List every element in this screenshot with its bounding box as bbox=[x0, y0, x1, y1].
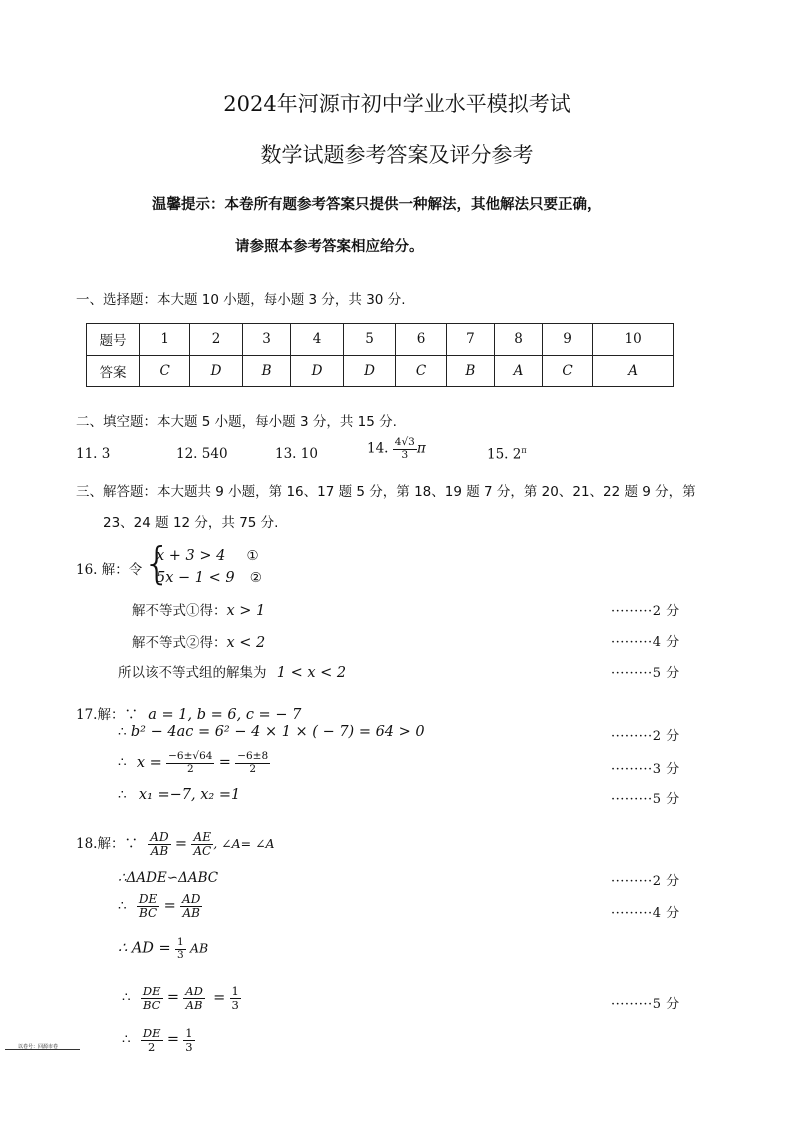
q17-score-1: ·········2 分 bbox=[611, 729, 680, 744]
fraction-numerator: 1 bbox=[177, 936, 184, 948]
fraction-numerator: AD bbox=[150, 830, 169, 844]
fraction-numerator: 4√3 bbox=[394, 436, 415, 448]
q18-fraction-one-third-3 bbox=[183, 1027, 194, 1053]
q18-fraction-ad-ab-3 bbox=[183, 985, 205, 1011]
footer-mark: 以卷号：回源市卷 bbox=[18, 1044, 59, 1050]
fill-answer-15 bbox=[487, 446, 527, 463]
q16-equation-1 bbox=[156, 545, 259, 564]
q18-line-3 bbox=[118, 893, 202, 920]
q17-line-1 bbox=[76, 703, 301, 723]
table-number-cell: 5 bbox=[343, 324, 396, 356]
fraction-denominator: 2 bbox=[186, 762, 194, 775]
q18-score-1: ·········2 分 bbox=[611, 874, 680, 889]
table-number-cell: 3 bbox=[242, 324, 290, 356]
fraction-denominator: 2 bbox=[249, 762, 257, 775]
step-text: 所以该不等式组的解集为 bbox=[118, 665, 267, 681]
q18-fraction-de-bc-2 bbox=[141, 985, 163, 1011]
table-number-cell: 10 bbox=[593, 324, 674, 356]
therefore-symbol: ∴ bbox=[122, 1031, 131, 1048]
answer-table-header-row bbox=[87, 324, 674, 356]
step-math: x > 1 bbox=[226, 603, 266, 619]
therefore-symbol: ∴ bbox=[118, 754, 127, 771]
q18-fraction-ad-ab bbox=[148, 831, 170, 858]
q18-fraction-de-2 bbox=[141, 1027, 163, 1053]
document-subtitle: 数学试题参考答案及评分参考 bbox=[260, 143, 534, 167]
fraction-denominator: 3 bbox=[401, 448, 409, 461]
pi-symbol: π bbox=[416, 440, 426, 457]
q18-fraction-ae-ac bbox=[191, 831, 213, 858]
fill-answer-13: 13. 10 bbox=[275, 446, 318, 462]
fraction-numerator: 1 bbox=[231, 984, 239, 998]
q18-score-2: ·········4 分 bbox=[611, 906, 680, 921]
system-brace: { bbox=[143, 538, 171, 589]
step-text: 解不等式②得： bbox=[132, 635, 227, 651]
table-answer-cell: D bbox=[291, 355, 344, 387]
q16-label: 16. 解：令 bbox=[76, 562, 143, 578]
step-math: 1 < x < 2 bbox=[276, 665, 347, 681]
q17-coefficients: a = 1, b = 6, c = − 7 bbox=[148, 707, 302, 723]
answer-table bbox=[86, 323, 674, 387]
table-number-cell: 7 bbox=[446, 324, 494, 356]
therefore-symbol: ∴ bbox=[118, 787, 127, 803]
table-answer-cell: A bbox=[593, 355, 674, 387]
q18-fraction-one-third-2 bbox=[230, 985, 241, 1011]
document-title: 2024年河源市初中学业水平模拟考试 bbox=[223, 92, 571, 116]
table-answer-cell: D bbox=[190, 355, 243, 387]
q18-angle-equality: , ∠A= ∠A bbox=[213, 836, 275, 852]
fraction-numerator: 1 bbox=[185, 1026, 193, 1040]
inequality-1-mark: ① bbox=[246, 548, 259, 564]
table-answer-cell: C bbox=[542, 355, 592, 387]
q18-score-3: ·········5 分 bbox=[611, 997, 680, 1012]
fill-14-fraction bbox=[393, 437, 417, 461]
inequality-1: x + 3 > 4 bbox=[156, 548, 226, 564]
table-number-cell: 1 bbox=[140, 324, 190, 356]
section-solve-heading-line-2: 23、24 题 12 分，共 75 分. bbox=[103, 515, 279, 531]
therefore-symbol: ∴ bbox=[118, 898, 127, 915]
fraction-denominator: 3 bbox=[177, 948, 184, 961]
fraction-denominator: BC bbox=[138, 906, 158, 921]
q17-line-4 bbox=[118, 787, 240, 803]
q16-step-3 bbox=[118, 661, 346, 681]
fraction-denominator: 2 bbox=[148, 1039, 156, 1054]
table-number-cell: 6 bbox=[396, 324, 446, 356]
tip-line-1: 温馨提示：本卷所有题参考答案只提供一种解法，其他解法只要正确， bbox=[152, 197, 602, 213]
therefore-symbol: ∴ bbox=[122, 989, 131, 1006]
table-number-cell: 2 bbox=[190, 324, 243, 356]
q18-ad-equals: ∴ AD = bbox=[118, 940, 171, 957]
q18-fraction-one-third bbox=[175, 937, 186, 961]
fill-answer-12: 12. 540 bbox=[176, 446, 228, 462]
fraction-denominator: AB bbox=[185, 997, 203, 1012]
q17-score-3: ·········5 分 bbox=[611, 792, 680, 807]
equals-sign: = bbox=[166, 1031, 179, 1048]
fraction-denominator: 3 bbox=[185, 1039, 193, 1054]
q17-x-equals: x = bbox=[136, 754, 162, 771]
q18-label: 18.解：∵ bbox=[76, 836, 138, 853]
q16-equation-2 bbox=[156, 567, 262, 586]
q16-step-1 bbox=[132, 599, 265, 619]
inequality-2-mark: ② bbox=[249, 570, 262, 586]
q16-score-2: ·········4 分 bbox=[611, 635, 680, 650]
fraction-numerator: AD bbox=[182, 892, 201, 906]
fraction-denominator: AB bbox=[182, 906, 200, 921]
fraction-denominator: 3 bbox=[231, 997, 239, 1012]
q18-fraction-de-bc bbox=[137, 893, 159, 920]
fraction-numerator: AD bbox=[185, 984, 203, 998]
table-number-cell: 8 bbox=[495, 324, 543, 356]
section-fill-heading: 二、填空题：本大题 5 小题，每小题 3 分，共 15 分. bbox=[76, 414, 397, 430]
q16-score-3: ·········5 分 bbox=[611, 666, 680, 681]
fill-14-number: 14. bbox=[367, 440, 389, 457]
fraction-numerator: −6±√64 bbox=[168, 750, 213, 762]
fraction-numerator: −6±8 bbox=[237, 750, 269, 762]
q17-roots: x₁ =−7, x₂ =1 bbox=[138, 787, 241, 803]
q17-fraction-2 bbox=[235, 751, 270, 775]
fraction-numerator: AE bbox=[191, 831, 213, 845]
table-answer-cell: B bbox=[242, 355, 290, 387]
q18-ab: AB bbox=[189, 940, 209, 956]
fraction-numerator: DE bbox=[142, 984, 161, 998]
q16-score-1: ·········2 分 bbox=[611, 604, 680, 619]
q18-line-4 bbox=[118, 937, 208, 961]
step-text: 解不等式①得： bbox=[132, 603, 227, 619]
section-choice-heading: 一、选择题：本大题 10 小题，每小题 3 分，共 30 分. bbox=[76, 292, 406, 308]
step-math: x < 2 bbox=[226, 635, 266, 651]
equals-sign: = bbox=[218, 754, 231, 771]
q17-label: 17.解：∵ bbox=[76, 707, 138, 723]
q18-line-6 bbox=[122, 1027, 195, 1053]
equals-sign: = bbox=[213, 989, 226, 1006]
table-answer-cell: B bbox=[446, 355, 494, 387]
fraction-numerator: DE bbox=[142, 1026, 161, 1040]
equals-sign: = bbox=[163, 898, 176, 915]
q17-line-2 bbox=[118, 724, 425, 740]
q16-step-2 bbox=[132, 631, 265, 651]
tip-line-2: 请参照本参考答案相应给分。 bbox=[235, 239, 424, 255]
fraction-numerator: DE bbox=[138, 892, 158, 906]
equals-sign: = bbox=[174, 836, 188, 853]
table-number-cell: 4 bbox=[291, 324, 344, 356]
table-answer-cell: C bbox=[396, 355, 446, 387]
fill-15-text: 15. 2 bbox=[487, 446, 522, 463]
q18-similar-triangles: ∴ΔADE∽ΔABC bbox=[118, 870, 219, 886]
q17-fraction-1 bbox=[166, 751, 214, 775]
fraction-denominator: AB bbox=[150, 844, 169, 859]
fraction-denominator: BC bbox=[142, 997, 161, 1012]
equals-sign: = bbox=[166, 989, 179, 1006]
q17-discriminant: b² − 4ac = 6² − 4 × 1 × ( − 7) = 64 > 0 bbox=[130, 724, 425, 740]
q17-score-2: ·········3 分 bbox=[611, 762, 680, 777]
fill-15-exponent: π bbox=[521, 446, 527, 455]
inequality-2: 5x − 1 < 9 bbox=[156, 570, 235, 586]
table-number-cell: 9 bbox=[542, 324, 592, 356]
table-header-label: 题号 bbox=[87, 324, 140, 356]
q18-fraction-ad-ab-2 bbox=[180, 893, 202, 920]
section-solve-heading-line-1: 三、解答题：本大题共 9 小题，第 16、17 题 5 分，第 18、19 题 7 分，第 20、21、22 题 9 分，第 bbox=[76, 484, 696, 500]
table-answer-cell: D bbox=[343, 355, 396, 387]
table-answer-cell: C bbox=[140, 355, 190, 387]
fraction-denominator: AC bbox=[193, 844, 212, 859]
table-answer-label: 答案 bbox=[87, 355, 140, 387]
fill-answer-11: 11. 3 bbox=[76, 446, 111, 462]
q18-line-1 bbox=[76, 831, 275, 858]
q18-line-5 bbox=[122, 985, 241, 1011]
table-answer-cell: A bbox=[495, 355, 543, 387]
fill-answer-14 bbox=[367, 437, 426, 461]
answer-table-answer-row bbox=[87, 355, 674, 387]
therefore-symbol: ∴ bbox=[118, 724, 127, 740]
q17-line-3 bbox=[118, 751, 270, 775]
